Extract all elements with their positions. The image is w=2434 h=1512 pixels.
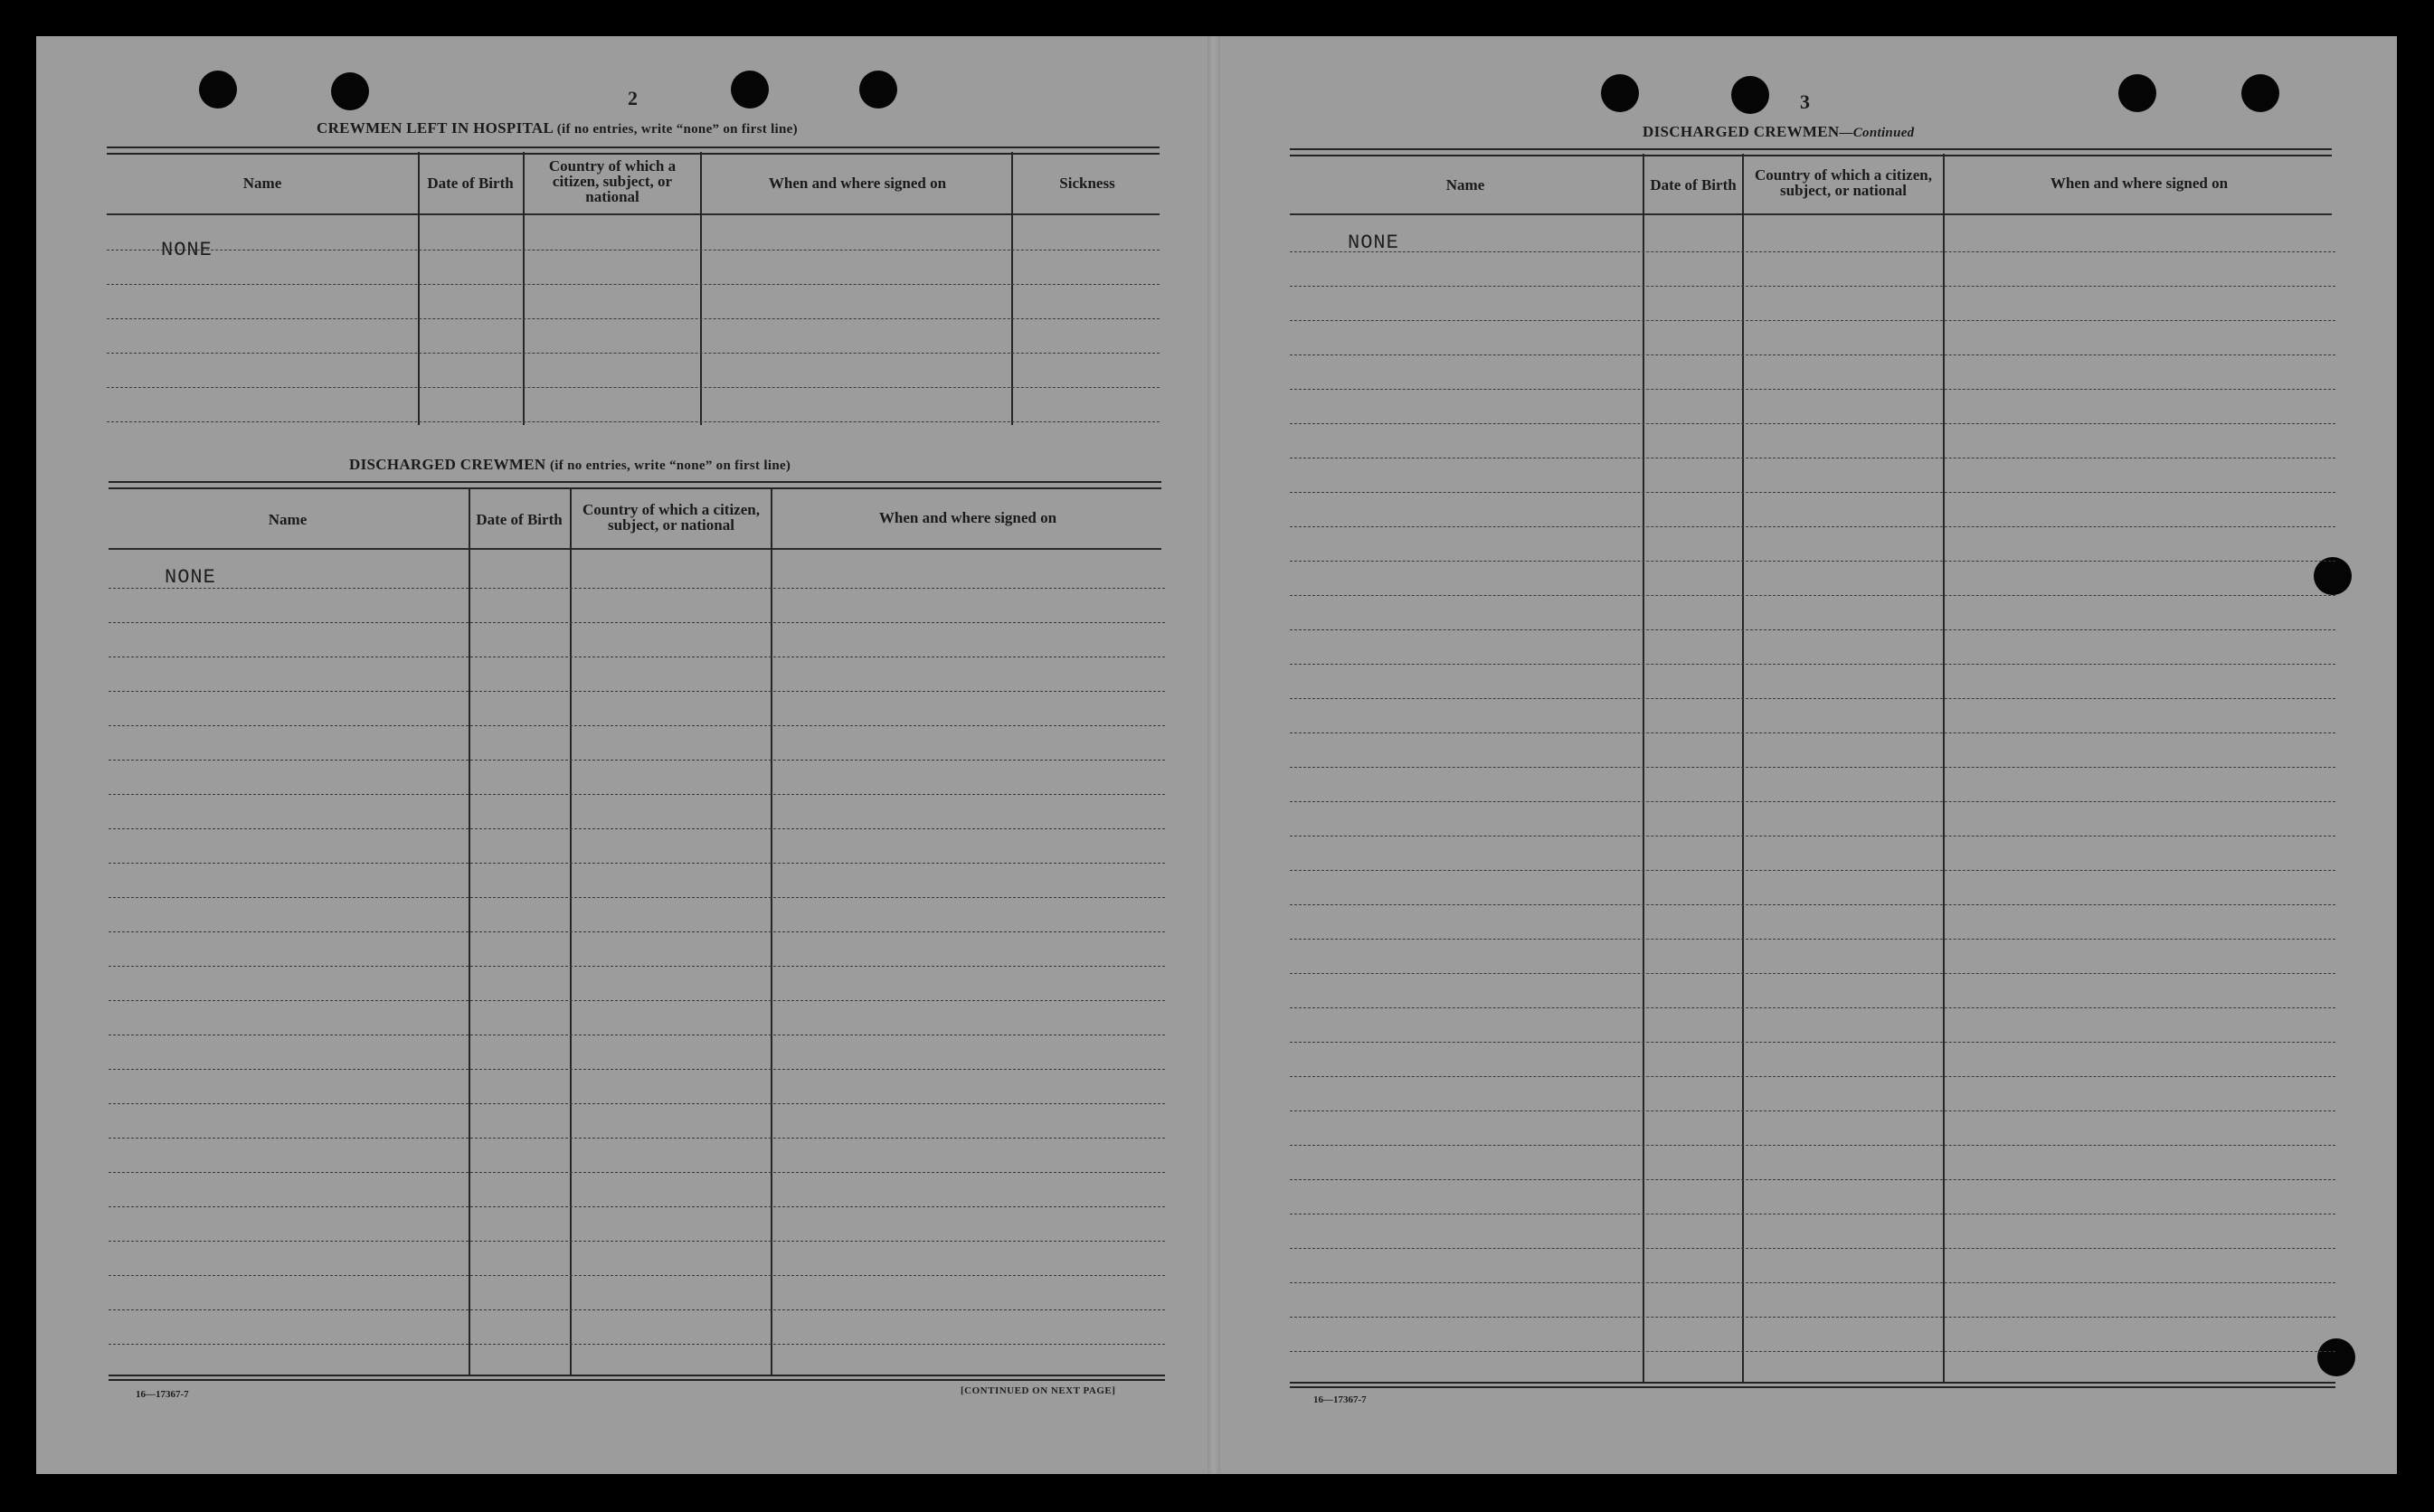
column-header-name: Name	[268, 510, 308, 528]
continued-label: —Continued	[1839, 126, 1915, 140]
table-bottom-rule	[109, 1375, 1165, 1381]
row-line	[1290, 664, 2335, 665]
row-line	[1290, 939, 2335, 940]
hospital-note: (if no entries, write “none” on first line)	[556, 122, 798, 137]
column-header-country: Country of which a citizen, subject, or national	[548, 156, 677, 205]
punch-hole	[1601, 74, 1639, 112]
table-bottom-rule	[1290, 1382, 2335, 1388]
row-line	[109, 622, 1165, 623]
table-top-rule	[109, 481, 1161, 489]
punch-hole	[1731, 76, 1769, 114]
row-line	[109, 1069, 1165, 1070]
row-line	[1290, 595, 2335, 596]
row-line	[1290, 492, 2335, 493]
column-header-when-where: When and where signed on	[878, 508, 1057, 526]
row-line	[1290, 1351, 2335, 1352]
discharged-rows	[109, 548, 1165, 1380]
column-header-date-of-birth: Date of Birth	[1650, 175, 1737, 194]
hospital-title: CREWMEN LEFT IN HOSPITAL	[317, 119, 554, 137]
hospital-section-title	[317, 119, 798, 137]
row-line	[109, 897, 1165, 898]
punch-hole	[331, 72, 369, 110]
discharged-title: DISCHARGED CREWMEN	[1643, 123, 1840, 140]
row-line	[109, 931, 1165, 932]
row-line	[107, 284, 1160, 285]
row-line	[1290, 526, 2335, 527]
discharged-continued-rows	[1290, 213, 2335, 1389]
row-line	[109, 1138, 1165, 1139]
page-fold	[1208, 36, 1220, 1474]
row-line	[107, 421, 1160, 422]
row-line	[1290, 1042, 2335, 1043]
row-line	[107, 318, 1160, 319]
row-line	[1290, 870, 2335, 871]
row-line	[109, 1344, 1165, 1345]
row-line	[109, 966, 1165, 967]
row-line	[109, 1000, 1165, 1001]
page-number: 2	[628, 87, 638, 109]
row-line	[1290, 732, 2335, 733]
column-header-when-where: When and where signed on	[2050, 174, 2229, 192]
continued-note: [CONTINUED ON NEXT PAGE]	[961, 1385, 1116, 1396]
column-header-date-of-birth: Date of Birth	[476, 510, 563, 528]
column-header-sickness: Sickness	[1059, 174, 1115, 192]
row-line	[1290, 354, 2335, 355]
discharged-continued-title	[1643, 123, 1914, 141]
row-line	[109, 794, 1165, 795]
row-line	[109, 1103, 1165, 1104]
row-line	[1290, 320, 2335, 321]
form-number: 16—17367-7	[136, 1389, 189, 1400]
discharged-note: (if no entries, write “none” on first line)	[550, 458, 791, 473]
row-line	[1290, 1076, 2335, 1077]
column-header-name: Name	[242, 174, 282, 192]
discharged-title: DISCHARGED CREWMEN	[349, 456, 546, 473]
row-line	[109, 1206, 1165, 1207]
column-header-country: Country of which a citizen, subject, or national	[582, 501, 760, 534]
hospital-rows	[107, 213, 1160, 427]
row-line	[109, 588, 1165, 589]
row-line	[109, 691, 1165, 692]
row-line	[1290, 767, 2335, 768]
row-line	[1290, 698, 2335, 699]
row-line	[109, 1309, 1165, 1310]
discharged-section-title	[349, 456, 791, 474]
row-line	[109, 760, 1165, 761]
page-number: 3	[1800, 90, 1810, 113]
row-line	[109, 828, 1165, 829]
row-line	[1290, 904, 2335, 905]
row-line	[1290, 286, 2335, 287]
column-header-when-where: When and where signed on	[768, 174, 947, 192]
punch-hole	[859, 71, 897, 109]
row-line	[107, 387, 1160, 388]
punch-hole	[731, 71, 769, 109]
row-line	[109, 1241, 1165, 1242]
row-line	[1290, 1007, 2335, 1008]
row-line	[1290, 1179, 2335, 1180]
discharged-entry-none: NONE	[165, 566, 216, 589]
row-line	[109, 1275, 1165, 1276]
discharged-continued-entry-none: NONE	[1348, 232, 1399, 254]
row-line	[1290, 1248, 2335, 1249]
row-line	[1290, 561, 2335, 562]
hospital-entry-none: NONE	[161, 239, 213, 261]
row-line	[1290, 251, 2335, 252]
punch-hole	[199, 71, 237, 109]
row-line	[1290, 423, 2335, 424]
punch-hole	[2118, 74, 2156, 112]
column-header-name: Name	[1445, 175, 1485, 194]
row-line	[1290, 1282, 2335, 1283]
column-header-date-of-birth: Date of Birth	[427, 174, 514, 192]
row-line	[109, 725, 1165, 726]
row-line	[1290, 973, 2335, 974]
column-header-country: Country of which a citizen, subject, or national	[1755, 166, 1932, 199]
row-line	[1290, 389, 2335, 390]
row-line	[109, 1172, 1165, 1173]
row-line	[1290, 1317, 2335, 1318]
row-line	[1290, 801, 2335, 802]
row-line	[1290, 1145, 2335, 1146]
row-line	[107, 353, 1160, 354]
punch-hole	[2241, 74, 2279, 112]
row-line	[1290, 629, 2335, 630]
row-line	[1290, 1110, 2335, 1111]
row-line	[109, 863, 1165, 864]
form-number: 16—17367-7	[1313, 1394, 1367, 1405]
